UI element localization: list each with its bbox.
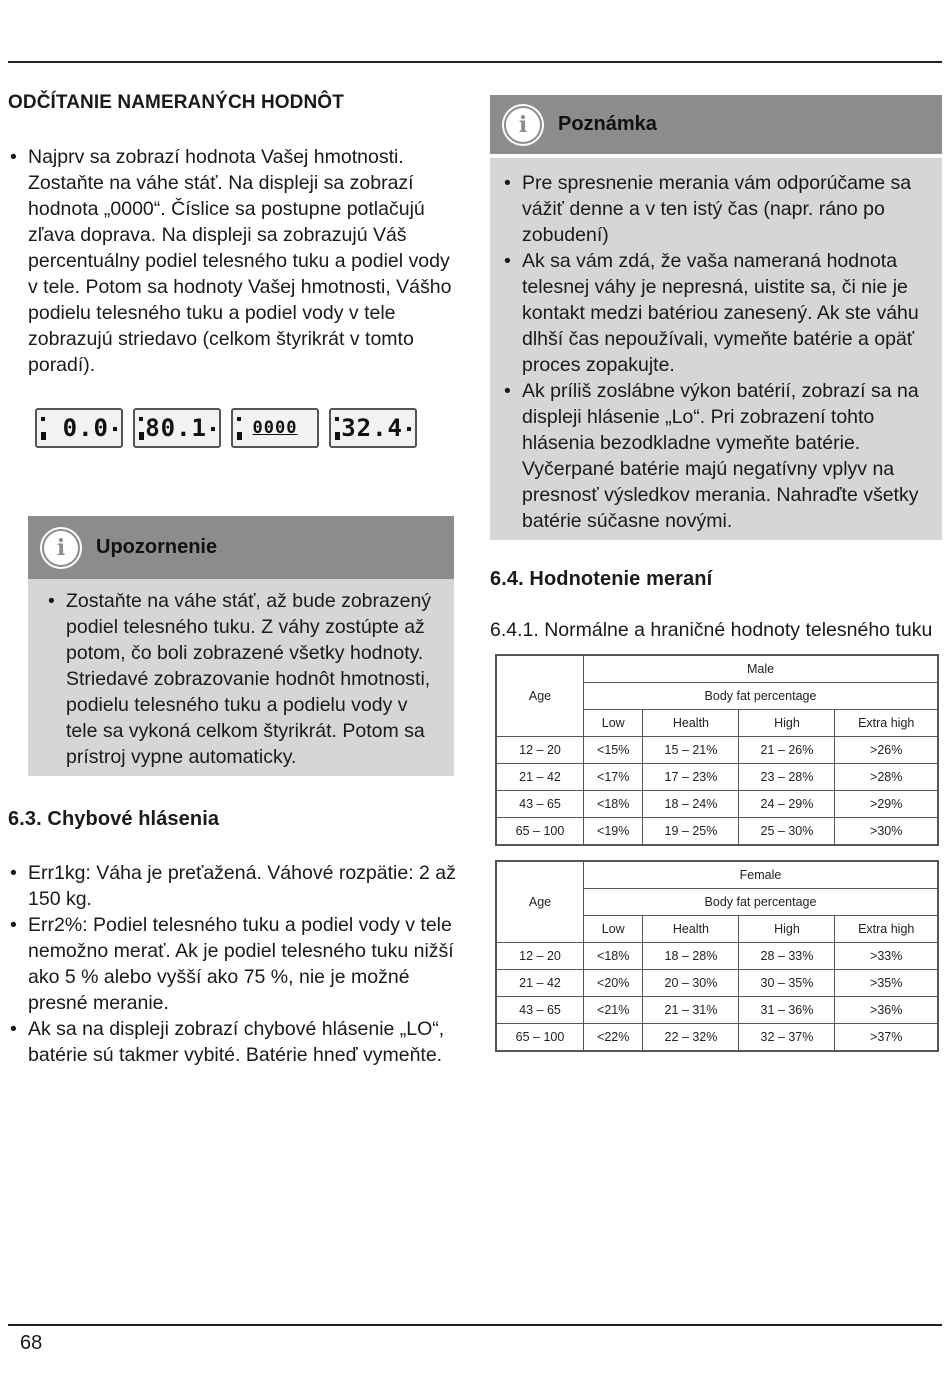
info-icon: i <box>42 529 80 567</box>
table-row <box>496 764 938 791</box>
bottom-rule <box>8 1324 942 1326</box>
table-cell: <18% <box>584 943 643 970</box>
table-cell: 22 – 32% <box>643 1024 739 1052</box>
info-icon: i <box>504 106 542 144</box>
lcd-display-counting: 0000 <box>231 408 319 448</box>
table-cell: >33% <box>835 943 938 970</box>
table-cell: 21 – 31% <box>643 997 739 1024</box>
table-cell: >28% <box>835 764 938 791</box>
warning-title: Upozornenie <box>96 536 218 558</box>
lcd-display-weight: 80.1 <box>133 408 221 448</box>
table-cell: 30 – 35% <box>739 970 835 997</box>
table-row <box>496 818 938 846</box>
column-header: High <box>739 916 835 943</box>
table-row <box>496 791 938 818</box>
column-header: Health <box>643 916 739 943</box>
table-cell: <20% <box>584 970 643 997</box>
subsection-heading: 6.4.1. Normálne a hraničné hodnoty telesného tuku <box>490 619 933 641</box>
table-cell: 25 – 30% <box>739 818 835 846</box>
male-body-fat-table <box>495 654 939 846</box>
table-cell: 12 – 20 <box>496 737 584 764</box>
left-column <box>8 92 463 1066</box>
table-cell: <22% <box>584 1024 643 1052</box>
column-header: Extra high <box>835 916 938 943</box>
gender-header: Male <box>584 655 939 683</box>
note-item: • Ak sa vám zdá, že vaša nameraná hodnota telesnej váhy je nepresná, uistite sa, či nie je kontakt medzi batériou zanesený. Ak ste váhu dlhší čas nepoužívali, vymeňte batérie a opäť proces zopakujte. <box>502 248 932 378</box>
table-cell: >35% <box>835 970 938 997</box>
lcd-display-percentage: 32.4 <box>329 408 417 448</box>
table-cell: 21 – 42 <box>496 764 584 791</box>
note-title: Poznámka <box>558 113 657 135</box>
warning-list <box>28 579 454 776</box>
table-row <box>496 1024 938 1052</box>
error-item: • Err2%: Podiel telesného tuku a podiel vody v tele nemožno merať. Ak je podiel telesného tuku nižší ako 5 % alebo vyšší ako 75 %, nie je možné presné meranie. <box>8 912 460 1016</box>
reading-bullet: • Najprv sa zobrazí hodnota Vašej hmotnosti. Zostaňte na váhe stáť. Na displeji sa zobrazí hodnota „0000“. Číslice sa postupne potlačujú zľava doprava. Na displeji sa zobrazujú Váš percentuálny podiel telesného tuku a podiel vody v tele. Potom sa hodnoty Vašej hmotnosti, Vášho podielu telesného tuku a podiel vody v tele zobrazujú striedavo (celkom štyrikrát v tomto poradí). <box>8 144 463 378</box>
age-header: Age <box>496 655 584 737</box>
table-cell: 28 – 33% <box>739 943 835 970</box>
table-cell: 21 – 26% <box>739 737 835 764</box>
display-sequence <box>35 408 463 448</box>
warning-header <box>28 516 454 579</box>
reading-list <box>8 144 463 378</box>
column-header: Extra high <box>835 710 938 737</box>
table-cell: 65 – 100 <box>496 1024 584 1052</box>
table-cell: >26% <box>835 737 938 764</box>
section-heading-reading: ODČÍTANIE NAMERANÝCH HODNÔT <box>8 92 344 113</box>
page-number: 68 <box>20 1332 43 1354</box>
body-fat-header: Body fat percentage <box>584 683 939 710</box>
table-cell: 17 – 23% <box>643 764 739 791</box>
table-cell: 18 – 24% <box>643 791 739 818</box>
table-cell: 23 – 28% <box>739 764 835 791</box>
warning-box <box>28 516 454 776</box>
section-heading-evaluation: 6.4. Hodnotenie meraní <box>490 568 713 590</box>
table-cell: 65 – 100 <box>496 818 584 846</box>
table-row <box>496 737 938 764</box>
note-box <box>490 95 942 540</box>
note-item: • Ak príliš zoslábne výkon batérií, zobrazí sa na displeji hlásenie „Lo“. Pri zobrazení tohto hlásenia bezodkladne vymeňte batérie. Vyčerpané batérie majú negatívny vplyv na presnosť výsledkov merania. Nahraďte všetky batérie súčasne novými. <box>502 378 932 534</box>
table-cell: <19% <box>584 818 643 846</box>
age-header: Age <box>496 861 584 943</box>
table-cell: 43 – 65 <box>496 791 584 818</box>
right-column <box>490 95 942 1052</box>
table-cell: 21 – 42 <box>496 970 584 997</box>
table-cell: 32 – 37% <box>739 1024 835 1052</box>
error-item: • Err1kg: Váha je preťažená. Váhové rozpätie: 2 až 150 kg. <box>8 860 460 912</box>
error-item: • Ak sa na displeji zobrazí chybové hlásenie „LO“, batérie sú takmer vybité. Batérie hneď vymeňte. <box>8 1016 460 1068</box>
warning-text: • Zostaňte na váhe stáť, až bude zobrazený podiel telesného tuku. Z váhy zostúpte až potom, čo boli zobrazené všetky hodnoty. Striedavé zobrazovanie hodnôt hmotnosti, podielu telesného tuku a podielu vody v tele sa vykoná celkom štyrikrát. Potom sa prístroj vypne automaticky. <box>46 588 444 770</box>
table-cell: 19 – 25% <box>643 818 739 846</box>
gender-header: Female <box>584 861 939 889</box>
table-cell: <15% <box>584 737 643 764</box>
table-cell: 15 – 21% <box>643 737 739 764</box>
table-cell: <17% <box>584 764 643 791</box>
table-cell: 20 – 30% <box>643 970 739 997</box>
table-cell: 18 – 28% <box>643 943 739 970</box>
column-header: Low <box>584 710 643 737</box>
table-row <box>496 943 938 970</box>
table-cell: >36% <box>835 997 938 1024</box>
female-body-fat-table <box>495 860 939 1052</box>
column-header: Health <box>643 710 739 737</box>
column-header: High <box>739 710 835 737</box>
table-cell: >29% <box>835 791 938 818</box>
table-cell: <18% <box>584 791 643 818</box>
top-rule <box>8 61 942 63</box>
table-cell: 24 – 29% <box>739 791 835 818</box>
table-cell: 31 – 36% <box>739 997 835 1024</box>
table-row <box>496 970 938 997</box>
table-cell: 43 – 65 <box>496 997 584 1024</box>
note-item: • Pre spresnenie merania vám odporúčame sa vážiť denne a v ten istý čas (napr. ráno po zobudení) <box>502 170 932 248</box>
table-cell: >30% <box>835 818 938 846</box>
body-fat-header: Body fat percentage <box>584 889 939 916</box>
section-heading-errors: 6.3. Chybové hlásenia <box>8 808 220 830</box>
error-list <box>8 860 460 1068</box>
table-cell: >37% <box>835 1024 938 1052</box>
lcd-display-weight-zero: 0.0 <box>35 408 123 448</box>
table-cell: 12 – 20 <box>496 943 584 970</box>
note-header <box>490 95 942 158</box>
column-header: Low <box>584 916 643 943</box>
table-cell: <21% <box>584 997 643 1024</box>
note-list <box>490 158 942 540</box>
table-row <box>496 997 938 1024</box>
